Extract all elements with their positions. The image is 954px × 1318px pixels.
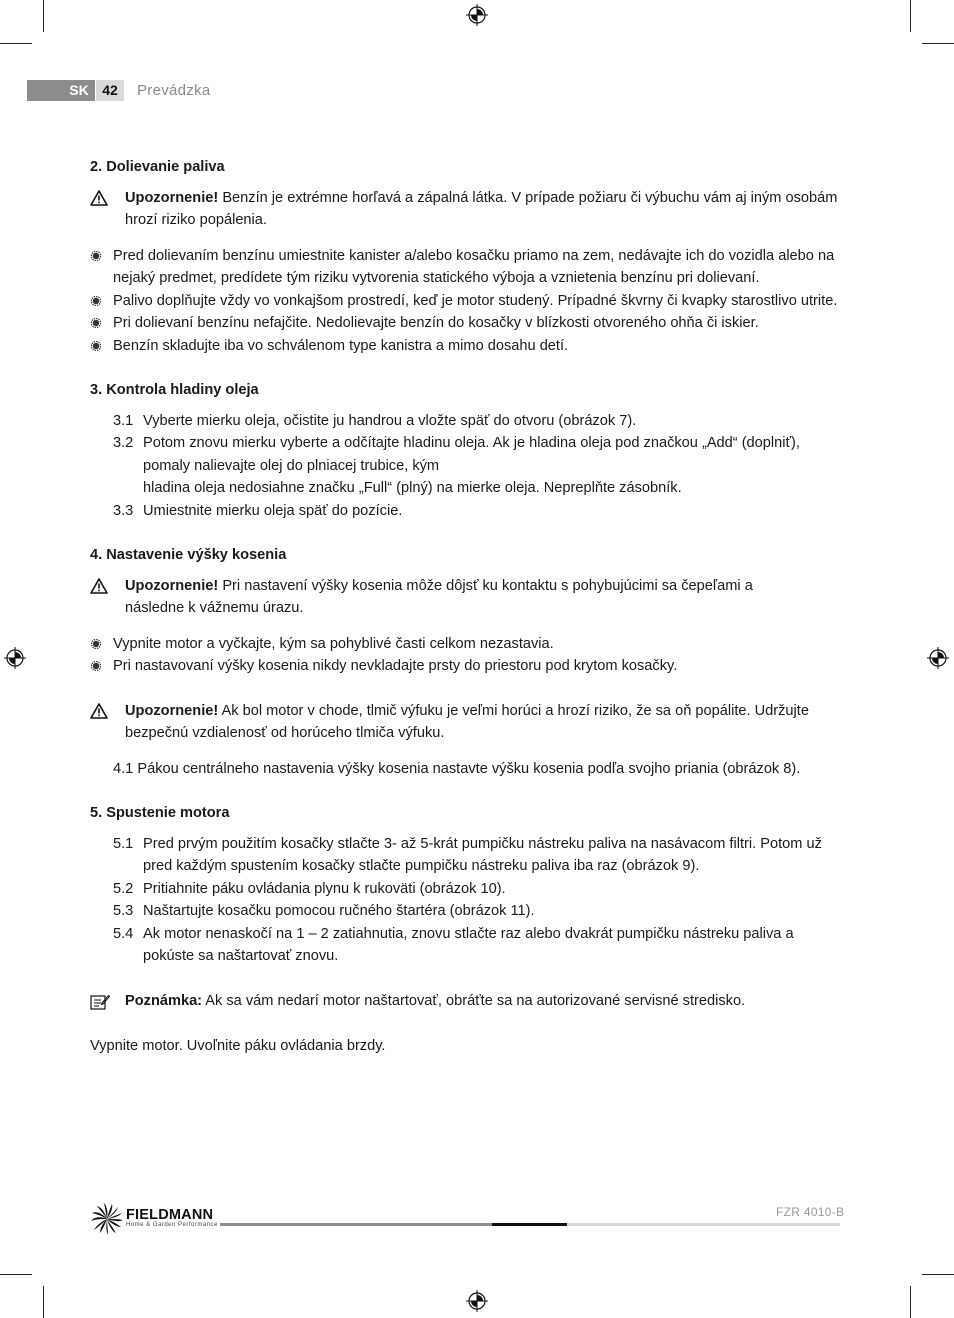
heading-engine-start: 5. Spustenie motora <box>90 805 230 821</box>
crop-mark <box>910 0 911 32</box>
header-bar <box>27 80 63 101</box>
warning-triangle-icon <box>90 578 108 594</box>
warning-block <box>90 575 842 620</box>
crop-mark <box>910 1286 911 1318</box>
list-item: Vypnite motor a vyčkajte, kým sa pohyblivé časti celkom nezastavia. <box>90 633 842 656</box>
crop-mark <box>0 1274 32 1275</box>
warning-triangle-icon <box>90 190 108 206</box>
gear-bullet-icon <box>91 661 101 671</box>
note-pencil-icon <box>90 993 110 1010</box>
list-item: Pred dolievaním benzínu umiestnite kanister a/alebo kosačku priamo na zem, nedávajte ich do vozidla alebo na nejaký predmet, predídete tým riziku vytvorenia statického výboja a vznietenia benzínu pri dolievaní. <box>90 245 842 290</box>
language-badge: SK <box>63 80 95 101</box>
registration-mark-icon <box>927 647 949 669</box>
list-item: 5.2 Pritiahnite páku ovládania plynu k rukoväti (obrázok 10). <box>113 880 506 897</box>
crop-mark <box>43 0 44 32</box>
section-title: Prevádzka <box>137 82 211 99</box>
model-code: FZR 4010-B <box>776 1205 845 1219</box>
list-item: 5.4 Ak motor nenaskočí na 1 – 2 zatiahnutia, znovu stlačte raz alebo dvakrát pumpičku nástreku paliva a pokúste sa naštartovať znovu. <box>113 925 794 964</box>
list-item: 3.1 Vyberte mierku oleja, očistite ju handrou a vložte späť do otvoru (obrázok 7). <box>113 412 637 429</box>
heading-oil-level: 3. Kontrola hladiny oleja <box>90 382 259 398</box>
gear-bullet-icon <box>91 251 101 261</box>
crop-mark <box>922 1274 954 1275</box>
footer-rule <box>567 1223 840 1226</box>
list-item: Palivo doplňujte vždy vo vonkajšom prostredí, keď je motor studený. Prípadné škvrny či kvapky starostlivo utrite. <box>90 290 842 313</box>
footer-rule <box>492 1223 567 1226</box>
warning-label: Upozornenie! <box>125 577 219 594</box>
warning-text: Pri nastavení výšky kosenia môže dôjsť ku kontaktu s pohybujúcimi sa čepeľami a následne k vážnemu úrazu. <box>125 577 753 616</box>
bullet-list <box>90 633 842 678</box>
note-block <box>90 990 842 1018</box>
list-item: Pri nastavovaní výšky kosenia nikdy nevkladajte prsty do priestoru pod krytom kosačky. <box>90 655 842 678</box>
fieldmann-logo-icon <box>90 1203 124 1235</box>
list-item: Benzín skladujte iba vo schválenom type kanistra a mimo dosahu detí. <box>90 335 842 358</box>
list-item: 5.1 Pred prvým použitím kosačky stlačte 3- až 5-krát pumpičku nástreku paliva na nasávacom filtri. Potom už pred každým spustením kosačky stlačte pumpičku nástreku paliva iba raz (obrázok 9). <box>113 835 822 874</box>
heading-cutting-height: 4. Nastavenie výšky kosenia <box>90 547 287 563</box>
page-content <box>90 156 842 1058</box>
list-item: 5.3 Naštartujte kosačku pomocou ručného štartéra (obrázok 11). <box>113 903 535 919</box>
warning-text: Ak bol motor v chode, tlmič výfuku je veľmi horúci a hrozí riziko, že sa oň popálite. Udržujte bezpečnú vzdialenosť od horúceho tlmiča výfuku. <box>125 702 809 741</box>
brand-name: FIELDMANN <box>126 1207 214 1223</box>
warning-label: Upozornenie! <box>125 702 219 719</box>
numbered-list <box>90 410 842 523</box>
warning-block <box>90 700 842 745</box>
brand-tagline: Home & Garden Performance <box>126 1222 218 1228</box>
registration-mark-icon <box>4 647 26 669</box>
warning-text: Benzín je extrémne horľavá a zápalná látka. V prípade požiaru či výbuchu vám aj iným osobám hrozí riziko popálenia. <box>125 189 838 228</box>
bullet-list <box>90 245 842 358</box>
warning-block <box>90 187 842 232</box>
crop-mark <box>43 1286 44 1318</box>
step-4-1: 4.1 Pákou centrálneho nastavenia výšky kosenia nastavte výšku kosenia podľa svojho priania (obrázok 8). <box>113 760 801 777</box>
gear-bullet-icon <box>91 341 101 351</box>
numbered-list <box>90 833 842 968</box>
footer-rule <box>220 1223 492 1226</box>
crop-mark <box>922 43 954 44</box>
gear-bullet-icon <box>91 318 101 328</box>
warning-triangle-icon <box>90 703 108 719</box>
crop-mark <box>0 43 32 44</box>
registration-mark-icon <box>466 1290 488 1312</box>
page-number: 42 <box>96 80 124 101</box>
gear-bullet-icon <box>91 639 101 649</box>
gear-bullet-icon <box>91 296 101 306</box>
note-text: Ak sa vám nedarí motor naštartovať, obráťte sa na autorizované servisné stredisko. <box>205 992 746 1009</box>
list-item: Pri dolievaní benzínu nefajčite. Nedolievajte benzín do kosačky v blízkosti otvoreného ohňa či iskier. <box>90 312 842 335</box>
list-item: 3.2 Potom znovu mierku vyberte a odčítajte hladinu oleja. Ak je hladina oleja pod značkou „Add“ (doplniť), pomaly nalievajte olej do plniacej trubice, kým hladina oleja nedosiahne značku „Full“ (plný) na mierke oleja. Nepreplňte zásobník. <box>113 435 800 496</box>
list-item: 3.3 Umiestnite mierku oleja späť do pozície. <box>113 502 403 519</box>
heading-refueling: 2. Dolievanie paliva <box>90 159 225 175</box>
note-label: Poznámka: <box>125 992 203 1009</box>
closing-text: Vypnite motor. Uvoľnite páku ovládania brzdy. <box>90 1038 386 1054</box>
registration-mark-icon <box>466 4 488 26</box>
warning-label: Upozornenie! <box>125 189 219 206</box>
